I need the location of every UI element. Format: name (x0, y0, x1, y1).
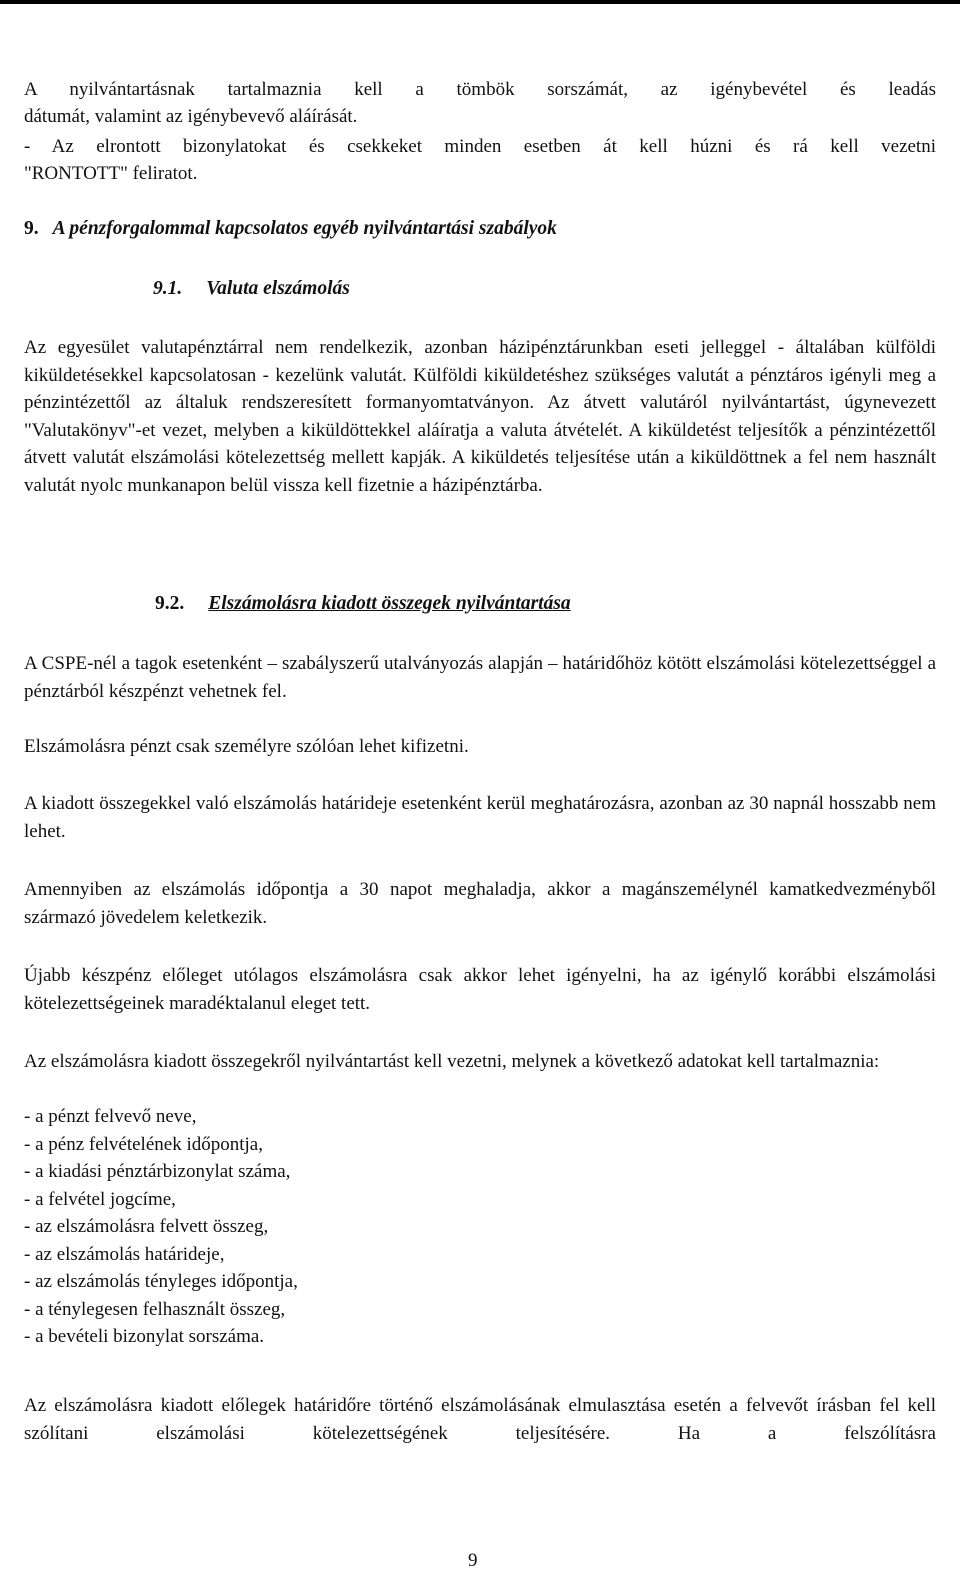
section-9-1-body: Az egyesület valutapénztárral nem rendelkezik, azonban házipénztárunkban eseti jelleggel - általában külföldi kiküldetésekkel kapcsolatosan - kezelünk valutát. Külföldi kiküldetéshez szükséges valutát a pénztáros igényli meg a pénzintézettől az általuk rendszeresített formanyomtatványon. Az átvett valutáról nyilvántartást, úgynevezett "Valutakönyv"-et vezet, melyben a kiküldöttekkel aláíratja a valuta átvételét. A kiküldetést teljesítők a pénzintézettől átvett valutát elszámolási kötelezettség mellett kapják. A kiküldetés teljesítése után a kiküldöttnek a fel nem használt valutát nyolc munkanapon belül vissza kell fizetnie a házipénztárba. (24, 337, 936, 496)
section-9-2-paragraph-1: A CSPE-nél a tagok esetenként – szabályszerű utalványozás alapján – határidőhöz kötött elszámolási kötelezettséggel a pénztárból készpénzt vehetnek fel. (24, 653, 936, 702)
section-9-1-number: 9.1. (153, 278, 183, 299)
section-9-2-paragraph-3: A kiadott összegekkel való elszámolás határideje esetenként kerül meghatározásra, azonban az 30 napnál hosszabb nem lehet. (24, 793, 936, 842)
list-item: - az elszámolás határideje, (24, 1243, 225, 1265)
section-9-2-paragraph-6: Az elszámolásra kiadott összegekről nyilvántartást kell vezetni, melynek a következő adatokat kell tartalmaznia: (24, 1051, 880, 1072)
page-top-border (0, 0, 960, 4)
list-item: - az elszámolásra felvett összeg, (24, 1216, 269, 1237)
intro-line-1: A nyilvántartásnak tartalmaznia kell a tömbök sorszámát, az igénybevétel és leadás (24, 79, 936, 100)
section-9-title: A pénzforgalommal kapcsolatos egyéb nyilvántartási szabályok (52, 218, 557, 239)
intro-line-3: - Az elrontott bizonylatokat és csekkeket minden esetben át kell húzni és rá kell vezetni (24, 136, 936, 157)
section-9-heading (24, 218, 557, 240)
section-9-2-paragraph-5: Újabb készpénz előleget utólagos elszámolásra csak akkor lehet igényelni, ha az igénylő korábbi elszámolási kötelezettségeinek maradéktalanul eleget tett. (24, 965, 936, 1014)
intro-line-2: dátumát, valamint az igénybevevő aláírását. (24, 106, 358, 127)
section-9-1-heading (153, 278, 350, 300)
list-item: - a ténylegesen felhasznált összeg, (24, 1298, 286, 1320)
section-9-2-paragraph-7: Az elszámolásra kiadott előlegek határidőre történő elszámolásának elmulasztása esetén a felvevőt írásban fel kell szólítani elszámolási kötelezettségének teljesítésére. Ha a felszólításra (24, 1395, 936, 1444)
list-item: - a felvétel jogcíme, (24, 1188, 176, 1210)
intro-line-4: "RONTOTT" feliratot. (24, 163, 198, 184)
section-9-2-heading (155, 593, 571, 615)
list-item: - a kiadási pénztárbizonylat száma, (24, 1161, 291, 1182)
section-9-2-number: 9.2. (155, 593, 185, 614)
section-9-1-title: Valuta elszámolás (206, 278, 350, 299)
record-fields-list (24, 1103, 298, 1351)
list-item: - a bevételi bizonylat sorszáma. (24, 1326, 265, 1347)
section-9-2-title: Elszámolásra kiadott összegek nyilvántartása (208, 593, 571, 614)
list-item: - a pénz felvételének időpontja, (24, 1133, 263, 1155)
section-9-2-paragraph-4: Amennyiben az elszámolás időpontja a 30 napot meghaladja, akkor a magánszemélynél kamatkedvezményből származó jövedelem keletkezik. (24, 879, 936, 928)
section-9-number: 9. (24, 218, 39, 239)
list-item: - az elszámolás tényleges időpontja, (24, 1271, 298, 1292)
section-9-2-paragraph-2: Elszámolásra pénzt csak személyre szólóan lehet kifizetni. (24, 736, 469, 757)
page-number: 9 (468, 1550, 478, 1571)
list-item: - a pénzt felvevő neve, (24, 1106, 197, 1127)
